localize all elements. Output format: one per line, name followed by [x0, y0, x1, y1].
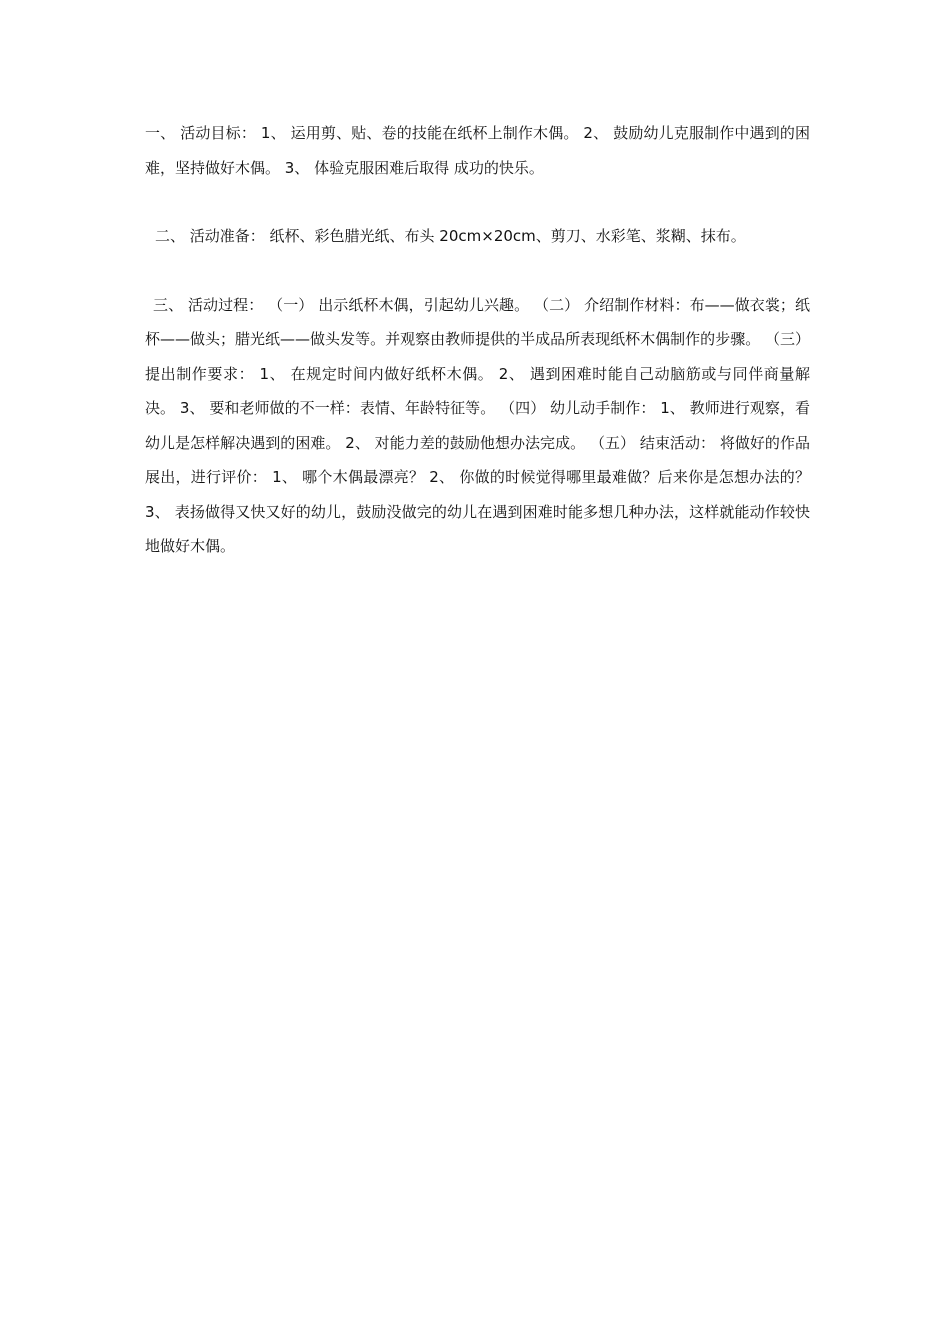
paragraph-activity-process: 三、 活动过程： （一） 出示纸杯木偶，引起幼儿兴趣。 （二） 介绍制作材料：布——做衣裳；纸杯——做头；腊光纸——做头发等。并观察由教师提供的半成品所表现纸杯木偶制作的步骤。 （三） 提出制作要求： 1、 在规定时间内做好纸杯木偶。 2、 遇到困难时能自己动脑筋或与同伴商量解决。 3、 要和老师做的不一样：表情、年龄特征等。 （四） 幼儿动手制作： 1、 教师进行观察，看幼儿是怎样解决遇到的困难。 2、 对能力差的鼓励他想办法完成。 （五） 结束活动： 将做好的作品展出，进行评价： 1、 哪个木偶最漂亮？ 2、 你做的时候觉得哪里最难做？后来你是怎想办法的？ 3、 表扬做得又快又好的幼儿，鼓励没做完的幼儿在遇到困难时能多想几种办法，这样就能动作较快地做好木偶。 — [145, 295, 815, 555]
paragraph-activity-preparation: 二、 活动准备： 纸杯、彩色腊光纸、布头 20cm×20cm、剪刀、水彩笔、浆糊、抹布。 — [155, 227, 746, 245]
paragraph-activity-goals: 一、 活动目标： 1、 运用剪、贴、卷的技能在纸杯上制作木偶。 2、 鼓励幼儿克服制作中遇到的困难，坚持做好木偶。 3、 体验克服困难后取得 成功的快乐。 — [145, 124, 810, 177]
document-body — [145, 116, 815, 564]
